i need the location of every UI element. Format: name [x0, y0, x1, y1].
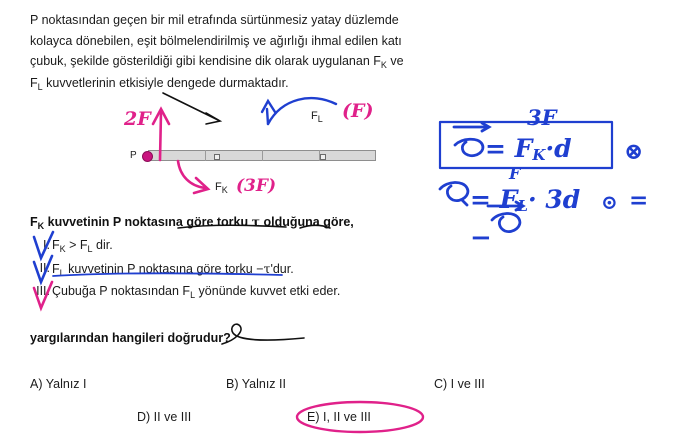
stem-line-2: kolayca dönebilen, eşit bölmelendirilmiş ve ağırlığı ihmal edilen katı	[30, 33, 402, 48]
perpendicular-marker-1	[214, 154, 220, 160]
annotation-f-paren: (F)	[342, 100, 374, 122]
force-fl-label: $F_L$	[311, 110, 323, 124]
annotation-dot-circle-icon: ⊙	[601, 190, 618, 214]
statement-3: III. Çubuğa P noktasından $F_L$ yönünde kuvvet etki eder.	[52, 284, 340, 298]
option-d[interactable]: D) II ve III	[137, 410, 192, 424]
option-c[interactable]: C) I ve III	[434, 377, 485, 391]
annotation-small-f: F	[509, 164, 521, 183]
option-e[interactable]: E) I, II ve III	[307, 410, 371, 424]
annotation-3f-paren: (3F)	[236, 176, 276, 196]
statement-1-roman: I.	[43, 238, 50, 252]
statement-2-roman: II.	[39, 261, 50, 275]
stem-line-4: $F_L$ kuvvetlerinin etkisiyle dengede durmaktadır.	[30, 75, 289, 92]
statement-1: I. $F_K > F_L$ dir.	[52, 238, 113, 252]
statement-3-roman: III.	[36, 284, 50, 298]
ink-tau-1	[454, 123, 489, 156]
pivot-label: P	[130, 150, 137, 161]
rod-figure	[130, 140, 390, 172]
rod-division-2	[262, 150, 263, 161]
annotation-minus-tau: −	[470, 223, 492, 253]
perpendicular-marker-2	[320, 154, 326, 160]
ink-tau-2	[440, 182, 468, 205]
statement-2: II. $F_L$ kuvvetinin P noktasına göre torku −τ'dur.	[52, 261, 294, 276]
rod-division-1	[205, 150, 206, 161]
torque-prompt: $F_K$ kuvvetinin P noktasına göre torku τ olduğuna göre,	[30, 214, 354, 231]
ink-arrow-fl	[262, 98, 336, 124]
annotation-2f: 2F	[124, 108, 151, 130]
annotation-cross-circle-icon: ⊗	[624, 138, 644, 165]
force-fk-label: $F_K$	[215, 181, 228, 195]
option-a[interactable]: A) Yalnız I	[30, 377, 87, 391]
annotation-equation-1: = $F_K\cdot d$	[485, 134, 572, 164]
annotation-equals-2: =	[629, 187, 649, 214]
ink-pointer-stem	[163, 93, 220, 124]
annotation-3f-top: 3F	[527, 105, 557, 130]
stem-line-1: P noktasından geçen bir mil etrafında sürtünmesiz yatay düzlemde	[30, 13, 399, 27]
option-b[interactable]: B) Yalnız II	[226, 377, 286, 391]
conclusion-line: yargılarından hangileri doğrudur?	[30, 331, 231, 345]
annotation-equation-2: = $F_L\cdot 3d$	[470, 185, 581, 215]
question-stem	[30, 10, 540, 94]
stem-line-3: çubuk, şekilde gösterildiği gibi kendisine dik olarak uygulanan $F_K$ ve	[30, 54, 404, 70]
pivot-point	[142, 151, 153, 162]
ink-squiggle-conclusion	[222, 324, 304, 344]
